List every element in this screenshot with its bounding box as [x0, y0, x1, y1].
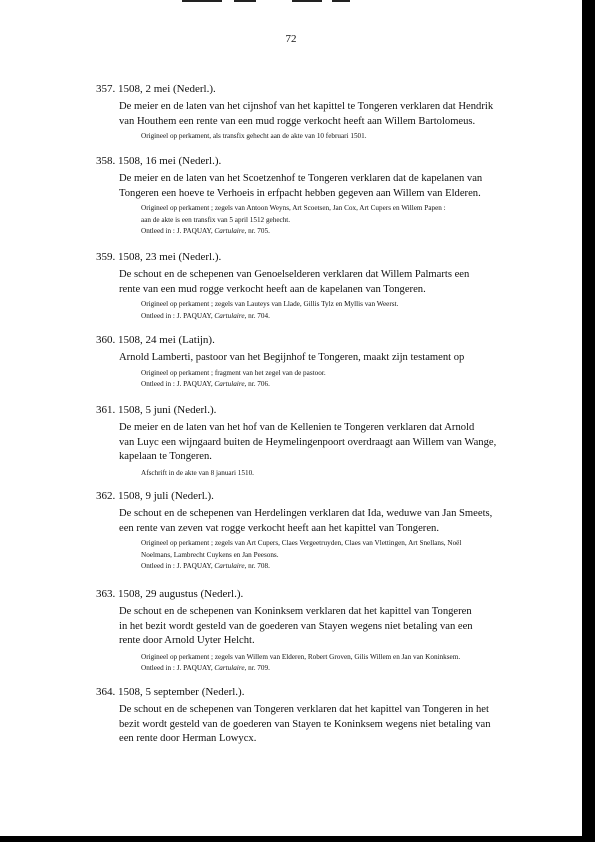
note-line: Ontleed in : J. PAQUAY, Cartulaire, nr. 705.: [141, 227, 270, 235]
note-line: aan de akte is een transfix van 5 april 1512 gehecht.: [141, 215, 291, 224]
entry-text: [119, 351, 536, 366]
entry-heading: 357. 1508, 2 mei (Nederl.).: [96, 83, 216, 95]
page-number: 72: [285, 33, 297, 45]
note-line: Origineel op perkament ; zegels van Art Cupers, Claes Vergeetruyden, Claes van Vlettingen, Art Snellans, Noël: [141, 539, 462, 547]
entry-text: [119, 605, 536, 649]
entry-heading: 359. 1508, 23 mei (Nederl.).: [96, 251, 222, 263]
note-line: Afschrift in de akte van 8 januari 1510.: [141, 468, 254, 477]
entry-notes: [141, 203, 536, 238]
entry-text: [119, 507, 536, 536]
entry-text: [119, 421, 536, 465]
text-line: Arnold Lamberti, pastoor van het Begijnhof te Tongeren, maakt zijn testament op: [119, 352, 465, 363]
entry-heading: 364. 1508, 5 september (Nederl.).: [96, 686, 245, 698]
note-line: Noelmans, Lambrecht Cuykens en Jan Peesons.: [141, 550, 279, 559]
entry-notes: [141, 538, 536, 573]
entry-heading: 358. 1508, 16 mei (Nederl.).: [96, 155, 222, 167]
entry-notes: [141, 652, 536, 675]
entry-360: [96, 334, 536, 391]
entry-text: [119, 268, 536, 297]
text-line: De meier en de laten van het cijnshof van het kapittel te Tongeren verklaren dat Hendrik: [119, 101, 494, 112]
text-line: Tongeren een hoeve te Verhoeis in erfpacht hebben gegeven aan Willem van Elderen.: [119, 187, 481, 199]
text-line: De schout en de schepenen van Koninksem verklaren dat het kapittel van Tongeren: [119, 606, 472, 617]
entry-notes: [141, 368, 536, 391]
text-line: bezit wordt gesteld van de goederen van Stayen te Koninksem wegens niet betaling van: [119, 718, 491, 730]
note-line: Ontleed in : J. PAQUAY, Cartulaire, nr. 704.: [141, 311, 270, 320]
entry-359: [96, 251, 536, 322]
scan-border: [0, 836, 595, 842]
entry-text: [119, 703, 536, 747]
text-line: De meier en de laten van het Scoetzenhof te Tongeren verklaren dat de kapelanen van: [119, 173, 483, 184]
entry-heading: 361. 1508, 5 juni (Nederl.).: [96, 404, 217, 416]
entry-364: [96, 686, 536, 747]
note-line: Origineel op perkament ; zegels van Willem van Elderen, Robert Groven, Gilis Willem en Jan van Koninksem.: [141, 652, 461, 661]
text-line: De schout en de schepenen van Genoelselderen verklaren dat Willem Palmarts een: [119, 269, 470, 280]
text-line: De schout en de schepenen van Herdelingen verklaren dat Ida, weduwe van Jan Smeets,: [119, 508, 493, 519]
entry-text: [119, 172, 536, 201]
entry-notes: [141, 299, 536, 322]
entry-358: [96, 155, 536, 238]
entry-notes: [141, 131, 536, 143]
text-line: De schout en de schepenen van Tongeren verklaren dat het kapittel van Tongeren in het: [119, 704, 489, 715]
note-line: Ontleed in : J. PAQUAY, Cartulaire, nr. 709.: [141, 664, 270, 672]
entry-notes: [141, 468, 536, 480]
text-line: in het bezit wordt gesteld van de goederen van Stayen wegens niet betaling van een: [119, 620, 473, 632]
note-line: Origineel op perkament ; zegels van Lauteys van Llade, Gillis Tylz en Myllis van Weerst.: [141, 300, 399, 308]
entry-text: [119, 100, 536, 129]
note-line: Origineel op perkament ; fragment van het zegel van de pastoor.: [141, 368, 326, 377]
entry-361: [96, 404, 536, 479]
entry-362: [96, 490, 536, 573]
note-line: Origineel op perkament ; zegels van Antoon Weyns, Art Scoetsen, Jan Cox, Art Cupers en Willem Papen :: [141, 204, 446, 212]
entry-heading: 362. 1508, 9 juli (Nederl.).: [96, 490, 214, 502]
text-line: De meier en de laten van het hof van de Kellenien te Tongeren verklaren dat Arnold: [119, 422, 475, 433]
entry-heading: 360. 1508, 24 mei (Latijn).: [96, 334, 215, 346]
text-line: rente door Arnold Uyter Helcht.: [119, 635, 255, 646]
text-line: een rente door Herman Lowycx.: [119, 733, 257, 744]
text-line: kapelaan te Tongeren.: [119, 451, 212, 462]
text-line: van Luyc een wijngaard buiten de Heymelingenpoort overdraagt aan Willem van Wange,: [119, 436, 497, 448]
entry-heading: 363. 1508, 29 augustus (Nederl.).: [96, 588, 244, 600]
note-line: Origineel op perkament, als transfix gehecht aan de akte van 10 februari 1501.: [141, 132, 367, 140]
note-line: Ontleed in : J. PAQUAY, Cartulaire, nr. 708.: [141, 562, 270, 570]
note-line: Ontleed in : J. PAQUAY, Cartulaire, nr. 706.: [141, 380, 270, 388]
entry-357: [96, 83, 536, 143]
text-line: rente van een mud rogge verkocht heeft aan de kapelanen van Tongeren.: [119, 283, 426, 295]
entry-363: [96, 588, 536, 675]
text-line: een rente van zeven vat rogge verkocht heeft aan het kapittel van Tongeren.: [119, 522, 439, 534]
text-line: van Houthem een rente van een mud rogge verkocht heeft aan Willem Bartolomeus.: [119, 115, 476, 127]
